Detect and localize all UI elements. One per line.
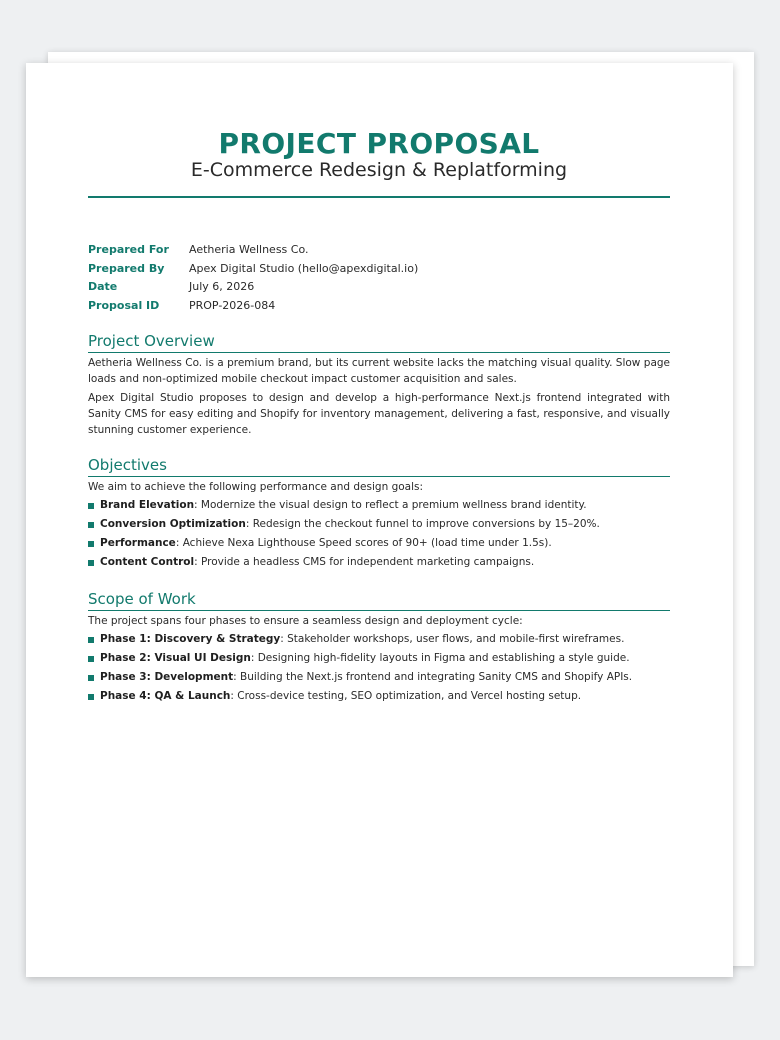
meta-value: Aetheria Wellness Co.	[189, 243, 309, 256]
objectives-intro: We aim to achieve the following performance and design goals:	[88, 481, 424, 494]
list-item	[88, 687, 670, 706]
item-text: : Achieve Nexa Lighthouse Speed scores of 90+ (load time under 1.5s).	[175, 537, 552, 550]
meta-table	[88, 241, 670, 315]
item-term: Phase 3: Development	[100, 671, 234, 684]
item-text: : Cross-device testing, SEO optimization, and Vercel hosting setup.	[230, 690, 582, 703]
meta-row-prepared-for	[88, 241, 670, 260]
scope-intro: The project spans four phases to ensure a seamless design and deployment cycle:	[88, 615, 523, 628]
list-item	[88, 515, 670, 534]
item-term: Content Control	[100, 556, 195, 569]
list-item	[88, 630, 670, 649]
square-bullet-icon	[88, 541, 94, 547]
section-heading-scope: Scope of Work	[88, 589, 670, 611]
item-text: : Building the Next.js frontend and integrating Sanity CMS and Shopify APIs.	[233, 671, 633, 684]
item-term: Phase 2: Visual UI Design	[100, 652, 251, 665]
meta-label: Date	[88, 280, 118, 294]
document-subtitle: E-Commerce Redesign & Replatforming	[190, 159, 568, 181]
objectives-list	[88, 496, 670, 572]
square-bullet-icon	[88, 656, 94, 662]
section-heading-overview: Project Overview	[88, 331, 670, 353]
square-bullet-icon	[88, 675, 94, 681]
item-text: : Redesign the checkout funnel to improve conversions by 15–20%.	[245, 518, 600, 531]
section-heading-objectives: Objectives	[88, 455, 670, 477]
document-content	[88, 129, 670, 706]
meta-label: Prepared By	[88, 261, 165, 275]
item-term: Performance	[100, 537, 176, 550]
scope-list	[88, 630, 670, 706]
meta-label: Prepared For	[88, 243, 169, 256]
square-bullet-icon	[88, 522, 94, 528]
document-page	[26, 63, 733, 977]
list-item	[88, 668, 670, 687]
overview-paragraph: Aetheria Wellness Co. is a premium brand, but its current website lacks the matching visual quality. Slow page loads and non-optimized mobile checkout impact customer acquisition and sales.	[88, 357, 670, 386]
item-term: Brand Elevation	[100, 499, 195, 512]
meta-row-prepared-by	[88, 260, 670, 279]
meta-row-proposal-id	[88, 297, 670, 316]
item-text: : Stakeholder workshops, user flows, and mobile-first wireframes.	[280, 633, 625, 646]
meta-row-date	[88, 278, 670, 297]
square-bullet-icon	[88, 503, 94, 509]
item-text: : Provide a headless CMS for independent marketing campaigns.	[194, 556, 535, 569]
list-item	[88, 534, 670, 553]
meta-value: July 6, 2026	[189, 280, 255, 294]
item-term: Phase 1: Discovery & Strategy	[100, 633, 281, 646]
overview-paragraph: Apex Digital Studio proposes to design and develop a high-performance Next.js frontend integrated with Sanity CMS for easy editing and Shopify for inventory management, delivering a fast, responsive, and visually stunning customer experience.	[88, 392, 670, 437]
list-item	[88, 649, 670, 668]
square-bullet-icon	[88, 560, 94, 566]
square-bullet-icon	[88, 637, 94, 643]
meta-value: PROP-2026-084	[189, 298, 276, 312]
item-text: : Modernize the visual design to reflect a premium wellness brand identity.	[194, 499, 587, 512]
title-rule	[88, 196, 670, 198]
document-title: PROJECT PROPOSAL	[218, 127, 540, 160]
meta-label: Proposal ID	[88, 298, 160, 312]
list-item	[88, 553, 670, 572]
list-item	[88, 496, 670, 515]
item-term: Conversion Optimization	[100, 518, 246, 531]
item-term: Phase 4: QA & Launch	[100, 690, 231, 703]
square-bullet-icon	[88, 694, 94, 700]
item-text: : Designing high-fidelity layouts in Figma and establishing a style guide.	[250, 652, 630, 665]
meta-value: Apex Digital Studio (hello@apexdigital.io)	[189, 261, 419, 275]
